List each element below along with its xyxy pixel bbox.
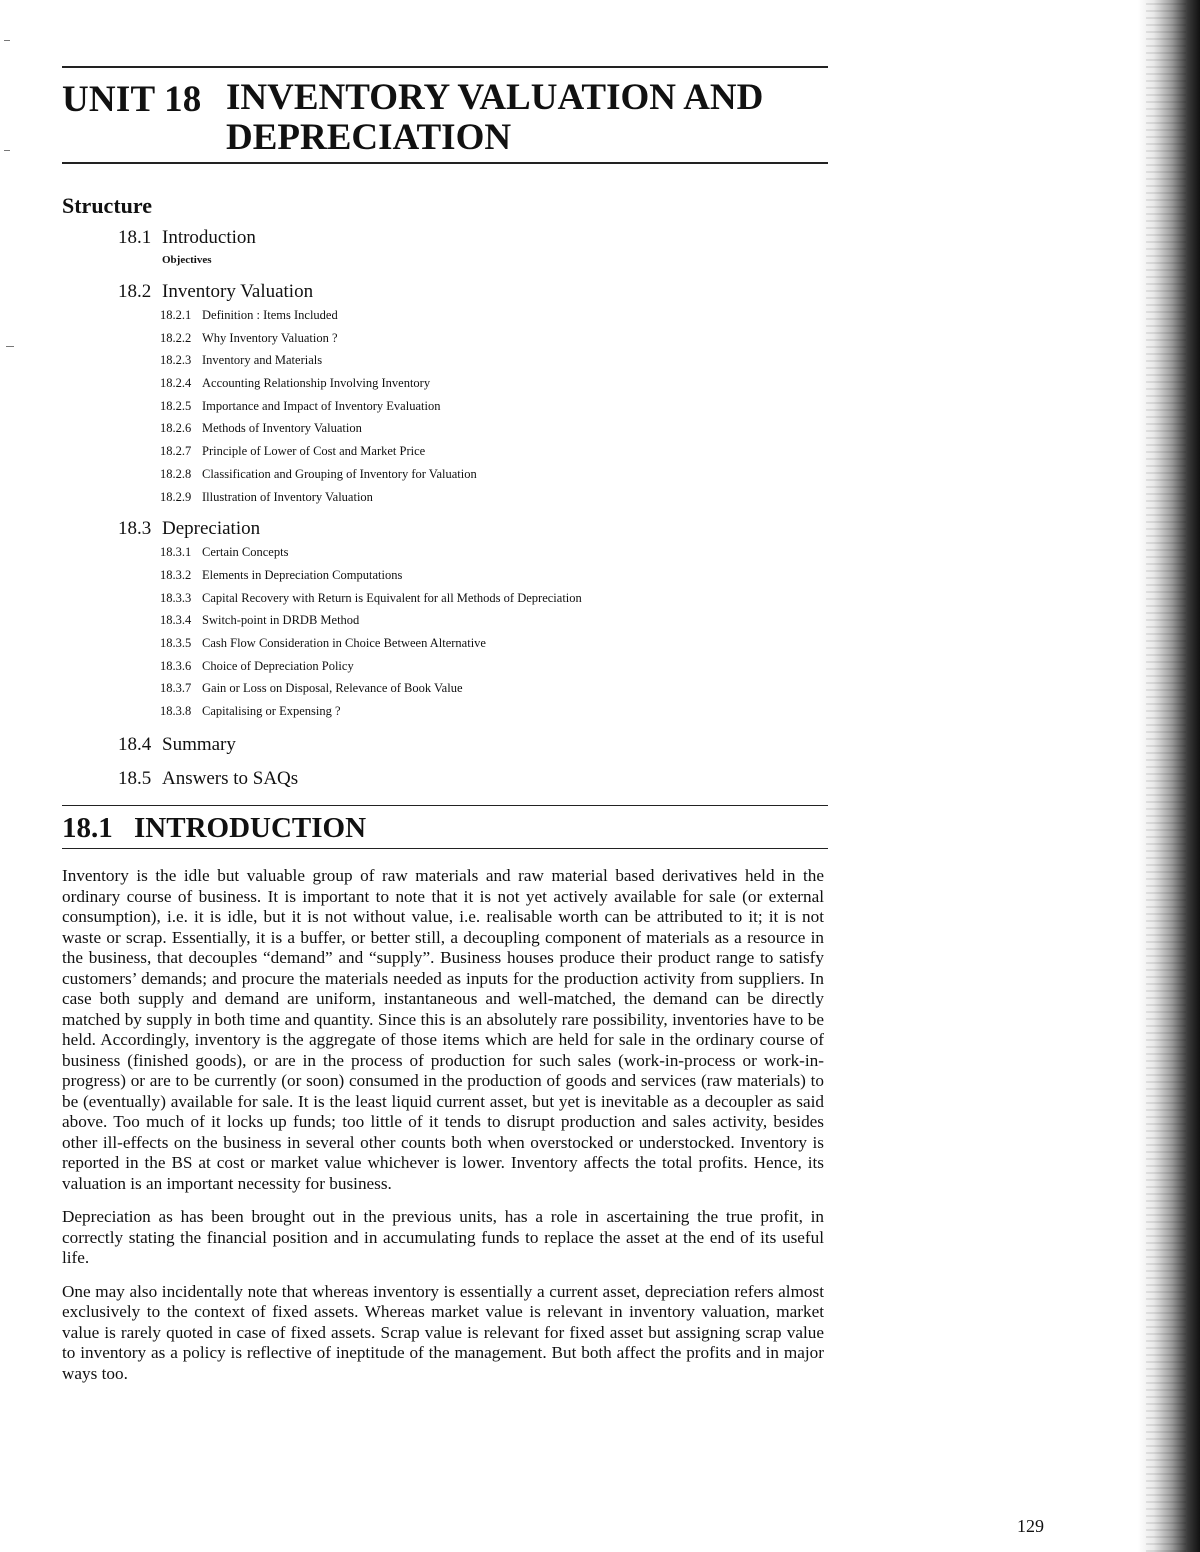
- toc-section-note: Objectives: [162, 254, 212, 266]
- toc-subsection-title: Gain or Loss on Disposal, Relevance of Book Value: [202, 681, 463, 696]
- toc-section: [118, 767, 818, 791]
- toc-subsection-title: Cash Flow Consideration in Choice Between Alternative: [202, 635, 486, 650]
- page-number: 129: [1017, 1516, 1044, 1536]
- toc-subsection-title: Principle of Lower of Cost and Market Price: [202, 444, 426, 459]
- toc-section: [118, 226, 818, 250]
- toc-subsection-number: 18.3.7: [160, 681, 192, 696]
- toc-section-title: Introduction: [162, 227, 256, 248]
- section-heading: [62, 812, 366, 845]
- toc-subsection: [118, 304, 818, 327]
- toc-subsection-title: Switch-point in DRDB Method: [202, 613, 360, 628]
- toc-section-number: 18.3: [118, 518, 152, 540]
- toc-subsection-number: 18.3.3: [160, 590, 192, 605]
- toc-subsection: [118, 677, 818, 700]
- toc-section: [118, 280, 818, 304]
- toc-section: [118, 733, 818, 757]
- toc-subsection-title: Choice of Depreciation Policy: [202, 658, 354, 673]
- toc-subsection: [118, 327, 818, 350]
- toc-subsection-title: Why Inventory Valuation ?: [202, 330, 338, 345]
- toc-subsection-number: 18.2.1: [160, 308, 192, 322]
- toc-subsection: [118, 486, 818, 509]
- unit-title-line: INVENTORY VALUATION AND: [226, 77, 764, 118]
- toc-subsection-title: Accounting Relationship Involving Inventory: [202, 376, 431, 391]
- toc-subsection-title: Classification and Grouping of Inventory for Valuation: [202, 466, 477, 481]
- scan-gutter-texture: [1146, 0, 1186, 1552]
- toc-subsection: [118, 349, 818, 372]
- toc-subsection-title: Elements in Depreciation Computations: [202, 567, 403, 582]
- toc-subsection-number: 18.2.8: [160, 466, 192, 481]
- toc-subsection: [118, 587, 818, 610]
- toc-subsection: [118, 372, 818, 395]
- toc-section-number: 18.5: [118, 767, 152, 789]
- toc-subsection-number: 18.2.4: [160, 376, 192, 391]
- toc-subsection-number: 18.2.3: [160, 353, 192, 368]
- toc-subsection-title: Inventory and Materials: [202, 353, 323, 368]
- toc-section-number: 18.1: [118, 227, 152, 248]
- section-title: INTRODUCTION: [134, 812, 367, 844]
- section-top-rule: [62, 805, 828, 806]
- toc-subsection-number: 18.2.7: [160, 444, 192, 459]
- toc-section-title: Depreciation: [162, 518, 261, 540]
- toc-subsection-number: 18.2.9: [160, 489, 192, 504]
- unit-label: UNIT 18: [62, 79, 202, 120]
- table-of-contents: [118, 226, 818, 791]
- header-top-rule: [62, 66, 828, 68]
- toc-subsection-number: 18.3.4: [160, 613, 192, 628]
- toc-section-title: Answers to SAQs: [162, 767, 299, 789]
- toc-subsection: [118, 440, 818, 463]
- toc-subsection: [118, 463, 818, 486]
- unit-title: [226, 78, 826, 158]
- toc-section-number: 18.4: [118, 733, 152, 755]
- toc-subsection-title: Methods of Inventory Valuation: [202, 421, 362, 436]
- toc-subsection-title: Importance and Impact of Inventory Evaluation: [202, 398, 441, 413]
- paragraph: Inventory is the idle but valuable group of raw materials and raw material based derivatives held in the ordinary course of business. It is important to note that it is not yet actively available for sale (or external consumption), i.e. it is idle, but it is not without value, i.e. realisable worth can be attributed to it; it is not waste or scrap. Essentially, it is a buffer, or better still, a decoupling component of materials as a resource in the business, that decouples “demand” and “supply”. Business houses produce their product range to satisfy customers’ demands; and procure the materials needed as inputs for the production activity from suppliers. In case both supply and demand are uniform, instantaneous and well-matched, the demand can be directly matched by supply in both time and quantity. Since this is an absolutely rare possibility, inventories have to be held. Accordingly, inventory is the aggregate of those items which are held for sale in the ordinary course of business (finished goods), or are in the process of production for such sales (work-in-process or work-in-progress) or are to be currently (or soon) consumed in the production of goods and services (raw materials) to be (eventually) available for sale. It is the least liquid current asset, but yet is inevitable as a decoupler as said above. Too much of it locks up funds; too little of it tends to disrupt production and sales activity, besides other ill-effects on the business in several other counts both when overstocked or understocked. Inventory is reported in the BS at cost or market value whichever is lower. Inventory affects the total profits. Hence, its valuation is an important necessity for business.: [62, 866, 824, 1193]
- toc-subsection-title: Illustration of Inventory Valuation: [202, 489, 373, 504]
- structure-heading: Structure: [62, 193, 153, 218]
- toc-subsection-number: 18.3.1: [160, 545, 192, 560]
- toc-subsection: [118, 541, 818, 564]
- scan-mark: [6, 346, 14, 347]
- toc-subsection: [118, 564, 818, 587]
- paragraph: One may also incidentally note that whereas inventory is essentially a current asset, depreciation refers almost exclusively to the context of fixed assets. Whereas market value is relevant in inventory valuation, market value is rarely quoted in case of fixed assets. Scrap value is relevant for fixed asset but assigning scrap value to inventory as a policy is reflective of ineptitude of the management. But both affect the profits and in major ways too.: [62, 1281, 824, 1383]
- toc-subsection-number: 18.3.6: [160, 658, 192, 673]
- paragraph: Depreciation as has been brought out in the previous units, has a role in ascertaining the true profit, in correctly stating the financial position and in accumulating funds to replace the asset at the end of its useful life.: [62, 1207, 824, 1267]
- introduction-body: [62, 866, 824, 1397]
- toc-subsection-number: 18.2.6: [160, 421, 192, 436]
- section-bottom-rule: [62, 848, 828, 849]
- toc-subsection-number: 18.2.2: [160, 330, 192, 345]
- toc-subsection-title: Certain Concepts: [202, 545, 289, 560]
- toc-subsection: [118, 417, 818, 440]
- toc-subsection-number: 18.2.5: [160, 398, 192, 413]
- toc-subsection: [118, 632, 818, 655]
- toc-subsection: [118, 395, 818, 418]
- toc-subsection-number: 18.3.5: [160, 635, 192, 650]
- toc-subsection: [118, 700, 818, 723]
- toc-subsection: [118, 609, 818, 632]
- toc-subsection-title: Capital Recovery with Return is Equivalent for all Methods of Depreciation: [202, 590, 582, 605]
- toc-section-title: Inventory Valuation: [162, 281, 314, 302]
- toc-section-title: Summary: [162, 733, 236, 755]
- header-bottom-rule: [62, 162, 828, 164]
- scan-mark: [4, 150, 10, 151]
- toc-subsection: [118, 655, 818, 678]
- toc-subsection-title: Definition : Items Included: [202, 308, 338, 322]
- section-number: 18.1: [62, 812, 113, 844]
- toc-subsection-title: Capitalising or Expensing ?: [202, 704, 341, 718]
- toc-subsection-number: 18.3.8: [160, 704, 192, 718]
- scan-mark: [4, 40, 10, 41]
- unit-title-line: DEPRECIATION: [226, 117, 512, 158]
- toc-section-number: 18.2: [118, 281, 152, 302]
- toc-section: [118, 517, 818, 541]
- toc-subsection-number: 18.3.2: [160, 567, 192, 582]
